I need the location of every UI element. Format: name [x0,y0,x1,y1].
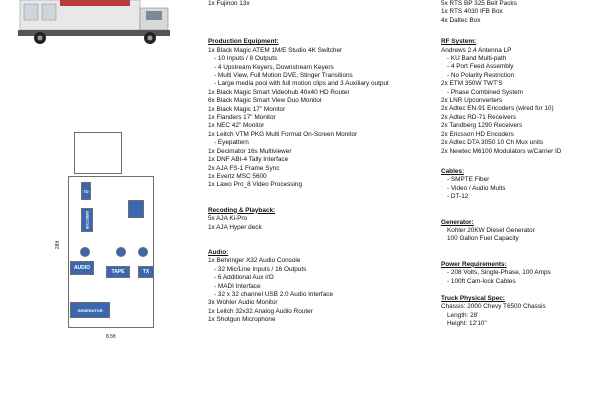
spec-line: Kohler 20KW Diesel Generator [447,226,535,234]
spec-line: 3x Wohler Audio Monitor [208,299,278,307]
spec-line: 1x RTS 4030 IFB Box [441,8,503,16]
spec-line: - Eyepattern [214,139,249,147]
spec-line: 1x Fujinon 13x [208,0,250,7]
spec-line: - Phase Combined System [447,88,524,96]
spec-line: 1x Decimator 16s Multiviewer [208,147,292,155]
spec-line: 1x Flanders 17" Monitor [208,114,276,122]
spec-line: - DT-12 [447,193,469,201]
chair-icon [80,247,90,257]
section-title-production: Production Equipment: [208,38,279,46]
spec-line: Height: 12'10" [447,320,487,328]
spec-line: - 6 Additional Aux I/O [214,274,274,282]
right-column [441,0,599,329]
section-title-recording: Recoding & Playback: [208,206,276,214]
spec-line: - Multi View, Full Motion DVE, Stinger Transitions [214,72,353,80]
spec-line: 1x Leitch VTM PKG Multi Format On-Screen Monitor [208,130,358,138]
section-title-rf: RF System: [441,38,477,46]
dimension-width: 8.5ft [106,334,116,340]
section-title-generator: Generator: [441,218,474,226]
spec-line: Chassis: 2000 Chevy T6500 Chassis [441,303,546,311]
chair-icon [116,247,126,257]
section-title-cables: Cables: [441,167,465,175]
room-td: TD [81,182,91,200]
spec-line: 2x Tandberg 1290 Receivers [441,122,523,130]
spec-line: 1x Lawo Pro_8 Video Processing [208,181,303,189]
desk-unit [128,200,144,218]
spec-line: 6x Black Magic Smart View Duo Monitor [208,97,322,105]
spec-line: 2x Adtec RD-71 Receivers [441,113,516,121]
spec-line: - SMPTE Fiber [447,176,490,184]
spec-line: 5x RTS BP 325 Belt Packs [441,0,517,7]
spec-line: 1x Black Magic 17" Monitor [208,105,286,113]
spec-line: 5x AJA Ki-Pro [208,215,248,223]
section-title-audio: Audio: [208,248,229,256]
spec-line: 1x NEC 42" Monitor [208,122,265,130]
spec-line: 2x Adtec EN-91 Encoders (wired for 10) [441,105,554,113]
spec-line: - 32 x 32 channel USB 2.0 Audio Interface [214,290,334,298]
dimension-length: 28ft [55,240,62,250]
spec-line: 2x AJA FS-1 Frame Sync [208,164,280,172]
spec-line: 100 Gallon Fuel Capacity [447,235,519,243]
spec-line: Length: 28' [447,311,479,319]
spec-line: 2x Newtec M6100 Modulators w/Carrier ID [441,147,562,155]
spec-line: - 32 Mic/Line Inputs / 16 Outputs [214,265,307,273]
spec-line: - 4 Port Feed Assembly [447,63,514,71]
spec-line: 1x Behringer X32 Audio Console [208,257,301,265]
spec-line: - 100ft Cam-lock Cables [447,277,516,285]
chair-icon [138,247,148,257]
spec-line: - No Polarity Restriction [447,71,515,79]
spec-line: - MADI Interface [214,282,261,290]
spec-line: - 208 Volts, Single-Phase, 100 Amps [447,269,551,277]
spec-line: - 10 Inputs / 8 Outputs [214,55,278,63]
section-title-power: Power Requirements: [441,260,507,268]
middle-column [208,0,436,325]
room-director: DIRECTOR [81,208,93,232]
room-generator: GENERATOR [70,302,110,318]
spec-line: 2x Ericsson HD Encoders [441,130,514,138]
spec-line: - Video / Audio Mults [447,184,506,192]
section-title-truck: Truck Physical Spec: [441,294,505,302]
room-tape: TAPE [106,266,130,278]
spec-line: 2x Adtec DTA 3050 10 Ch Mux units [441,139,544,147]
truck-photo [0,0,176,46]
spec-line: 1x Black Magic ATEM 1M/E Studio 4K Switcher [208,46,343,54]
spec-line: 1x DNF ABI-4 Tally Interface [208,156,289,164]
spec-line: 1x Shotgun Microphone [208,316,276,324]
spec-line: - KU Band Multi-path [447,55,507,63]
spec-line: 1x Evertz MSC 5600 [208,172,267,180]
spec-line: 1x Leitch 32x32 Analog Audio Router [208,307,313,315]
antenna-platform [74,132,122,174]
spec-line: Andrews 2.4 Antenna LP [441,46,512,54]
spec-line: 1x Black Magic Smart Videohub 40x40 HD Router [208,88,350,96]
spec-line: - 4 Upstream Keyers, Downstream Keyers [214,63,334,71]
truck-floorplan [54,132,178,400]
spec-line: 2x ETM 350W TWT'S [441,80,503,88]
spec-line: 4x Daltec Box [441,16,481,24]
spec-line: - Large media pool with full motion clips and 3 Auxiliary output [214,80,389,88]
room-audio: AUDIO [70,261,94,275]
room-tx: TX [138,266,154,278]
spec-line: 1x AJA Hyper deck [208,223,262,231]
spec-line: 2x LNR Upconverters [441,97,503,105]
